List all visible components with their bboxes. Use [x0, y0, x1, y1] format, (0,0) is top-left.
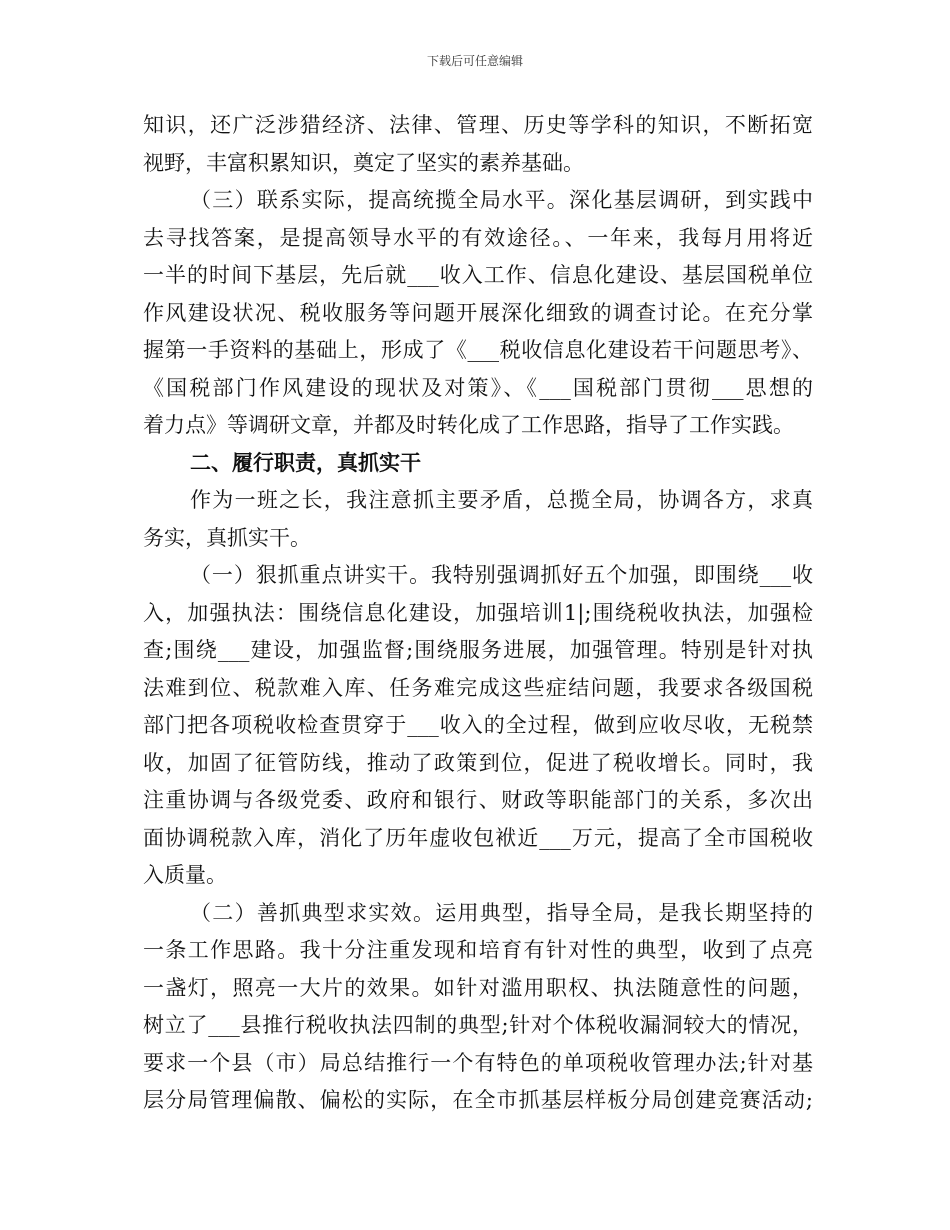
page-header: 下载后可任意编辑: [426, 54, 523, 68]
text-line: 着力点》等调研文章，并都及时转化成了工作思路，指导了工作实践。: [143, 413, 794, 437]
paragraph-start-line: （三）联系实际，提高统揽全局水平。深化基层调研，到实践中: [190, 188, 813, 212]
text-line: 一半的时间下基层，先后就___收入工作、信息化建设、基层国税单位: [143, 263, 813, 287]
text-line: 视野，丰富积累知识，奠定了坚实的素养基础。: [143, 151, 584, 175]
paragraph-start-line: （一）狠抓重点讲实干。我特别强调抓好五个加强，即围绕___收: [190, 563, 813, 587]
paragraph-start-line: （二）善抓典型求实效。运用典型，指导全局，是我长期坚持的: [190, 901, 813, 925]
text-line: 查;围绕___建设，加强监督;围绕服务进展，加强管理。特别是针对执: [143, 638, 813, 662]
text-line: 一盏灯，照亮一大片的效果。如针对滥用职权、执法随意性的问题，: [143, 976, 813, 1000]
text-line: 注重协调与各级党委、政府和银行、财政等职能部门的关系，多次出: [143, 788, 813, 812]
text-line: 《国税部门作风建设的现状及对策》、《___国税部门贯彻___思想的: [143, 376, 813, 400]
text-line: 面协调税款入库，消化了历年虚收包袱近___万元，提高了全市国税收: [143, 826, 813, 850]
text-line: 树立了___县推行税收执法四制的典型;针对个体税收漏洞较大的情况，: [143, 1013, 813, 1037]
text-line: 去寻找答案，是提高领导水平的有效途径。、一年来，我每月用将近: [143, 226, 813, 250]
text-line: 入质量。: [143, 863, 227, 887]
paragraph-start-line: 作为一班之长，我注意抓主要矛盾，总揽全局，协调各方，求真: [190, 488, 813, 512]
text-line: 握第一手资料的基础上，形成了《___税收信息化建设若干问题思考》、: [143, 338, 813, 362]
text-line: 部门把各项税收检查贯穿于___收入的全过程，做到应收尽收，无税禁: [143, 713, 813, 737]
text-line: 法难到位、税款难入库、任务难完成这些症结问题，我要求各级国税: [143, 676, 813, 700]
text-line: 入，加强执法：围绕信息化建设，加强培训1|;围绕税收执法，加强检: [143, 601, 813, 625]
text-line: 一条工作思路。我十分注重发现和培育有针对性的典型，收到了点亮: [143, 938, 813, 962]
text-line: 务实，真抓实干。: [143, 526, 311, 550]
text-line: 收，加固了征管防线，推动了政策到位，促进了税收增长。同时，我: [143, 751, 813, 775]
text-line: 作风建设状况、税收服务等问题开展深化细致的调查讨论。在充分掌: [143, 301, 813, 325]
text-line: 要求一个县（市）局总结推行一个有特色的单项税收管理办法;针对基: [143, 1051, 813, 1075]
text-line: 层分局管理偏散、偏松的实际，在全市抓基层样板分局创建竞赛活动;: [143, 1088, 813, 1112]
section-heading: 二、履行职责，真抓实干: [190, 450, 421, 475]
text-line: 知识，还广泛涉猎经济、法律、管理、历史等学科的知识，不断拓宽: [143, 113, 813, 137]
